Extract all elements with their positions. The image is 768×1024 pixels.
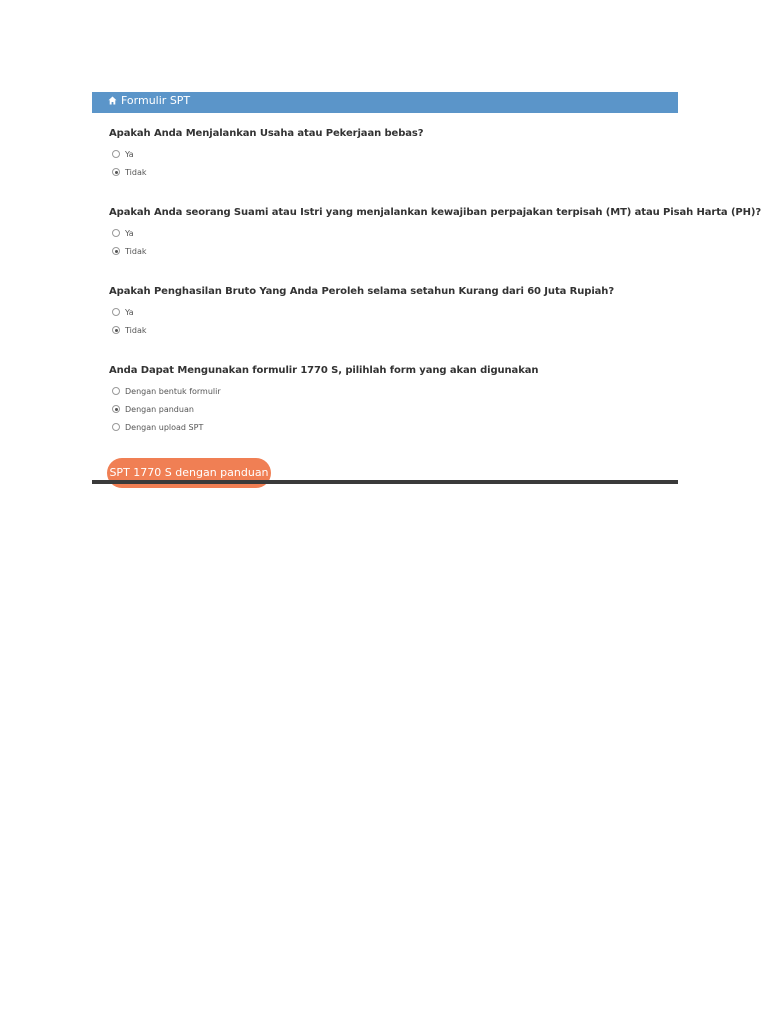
option-label: Dengan upload SPT (125, 422, 204, 432)
option-label: Dengan panduan (125, 404, 194, 414)
option-upload-spt[interactable] (112, 421, 203, 433)
question-usaha: Apakah Anda Menjalankan Usaha atau Pekerjaan bebas? (109, 128, 424, 139)
formulir-spt-panel (92, 92, 762, 484)
question-mt-ph: Apakah Anda seorang Suami atau Istri yang menjalankan kewajiban perpajakan terpisah (MT) atau Pisah Harta (PH)? (109, 207, 762, 218)
radio-button[interactable] (112, 387, 120, 395)
option-label: Ya (125, 228, 134, 238)
option-panduan[interactable] (112, 403, 194, 415)
option-mtph-ya[interactable] (112, 227, 134, 239)
radio-button[interactable] (112, 423, 120, 431)
radio-button-checked[interactable] (112, 405, 120, 413)
spt-1770s-panduan-button[interactable]: SPT 1770 S dengan panduan (107, 458, 271, 488)
option-usaha-ya[interactable] (112, 148, 134, 160)
option-label: Tidak (125, 246, 147, 256)
option-bentuk-formulir[interactable] (112, 385, 221, 397)
radio-button-checked[interactable] (112, 326, 120, 334)
question-form-type: Anda Dapat Mengunakan formulir 1770 S, pilihlah form yang akan digunakan (109, 365, 539, 376)
option-penghasilan-tidak[interactable] (112, 324, 146, 336)
option-usaha-tidak[interactable] (112, 166, 146, 178)
radio-button-checked[interactable] (112, 247, 120, 255)
radio-button[interactable] (112, 229, 120, 237)
radio-button-checked[interactable] (112, 168, 120, 176)
radio-button[interactable] (112, 308, 120, 316)
panel-header (92, 92, 678, 113)
radio-button[interactable] (112, 150, 120, 158)
option-mtph-tidak[interactable] (112, 245, 146, 257)
option-label: Ya (125, 149, 134, 159)
option-penghasilan-ya[interactable] (112, 306, 134, 318)
home-icon (108, 96, 117, 105)
option-label: Tidak (125, 325, 147, 335)
option-label: Tidak (125, 167, 147, 177)
panel-title: Formulir SPT (121, 94, 191, 107)
option-label: Dengan bentuk formulir (125, 386, 221, 396)
option-label: Ya (125, 307, 134, 317)
question-penghasilan: Apakah Penghasilan Bruto Yang Anda Peroleh selama setahun Kurang dari 60 Juta Rupiah? (109, 286, 615, 297)
panel-bottom-border (92, 480, 678, 484)
